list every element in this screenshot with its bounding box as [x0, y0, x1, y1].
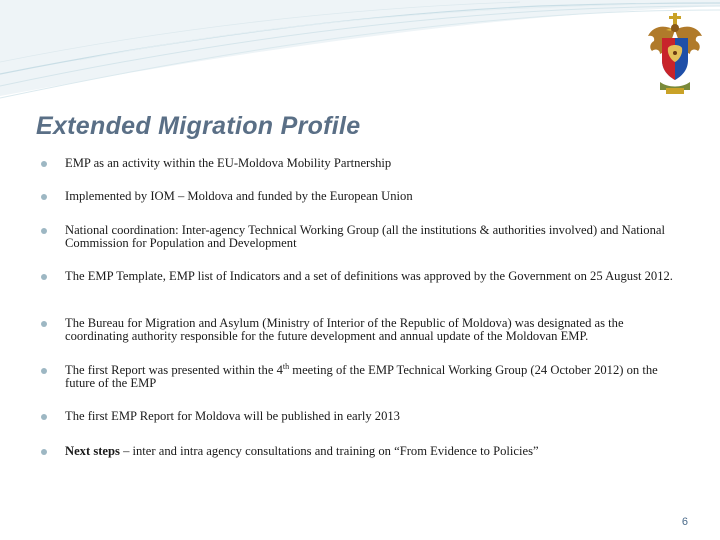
- bullet-text: The EMP Template, EMP list of Indicators and a set of definitions was approved by the Government on 25 August 2012.: [65, 269, 673, 283]
- bullet-marker-icon: [41, 321, 47, 327]
- page-number: 6: [681, 516, 688, 528]
- bullet-marker-icon: [41, 194, 47, 200]
- bullet-marker-icon: [41, 274, 47, 280]
- bullet-item: [65, 270, 680, 283]
- bullet-text-start: The first Report was presented within the 4: [65, 363, 283, 377]
- bullet-marker-icon: [41, 368, 47, 374]
- bullet-item: [65, 445, 680, 458]
- bullet-text-end: meeting of the EMP Technical Working Group (24 October 2012) on the future of the EMP: [65, 363, 658, 390]
- bullet-text-bold: Next steps: [65, 444, 120, 458]
- bullet-item: [65, 224, 680, 250]
- bullet-marker-icon: [41, 161, 47, 167]
- bullet-item: [65, 190, 680, 203]
- bullet-text: EMP as an activity within the EU-Moldova Mobility Partnership: [65, 156, 392, 170]
- bullet-text: Implemented by IOM – Moldova and funded by the European Union: [65, 189, 413, 203]
- bullet-text: The first EMP Report for Moldova will be published in early 2013: [65, 409, 400, 423]
- bullet-item: [65, 157, 680, 170]
- bullet-item: [65, 410, 680, 423]
- bullet-marker-icon: [41, 228, 47, 234]
- slide-title: Extended Migration Profile: [36, 112, 361, 140]
- bullet-item: [65, 317, 680, 343]
- bullet-text: National coordination: Inter-agency Technical Working Group (all the institutions & authorities involved) and National Commission for Population and Development: [65, 223, 665, 250]
- bullet-superscript: th: [282, 361, 290, 371]
- bullet-text-end: – inter and intra agency consultations and training on “From Evidence to Policies”: [119, 444, 539, 458]
- bullet-text: The Bureau for Migration and Asylum (Ministry of Interior of the Republic of Moldova) was designated as the coordinating authority responsible for the future development and annual update of the Moldovan EMP.: [65, 316, 624, 343]
- bullet-marker-icon: [41, 414, 47, 420]
- bullet-marker-icon: [41, 449, 47, 455]
- bullet-item: [65, 361, 680, 390]
